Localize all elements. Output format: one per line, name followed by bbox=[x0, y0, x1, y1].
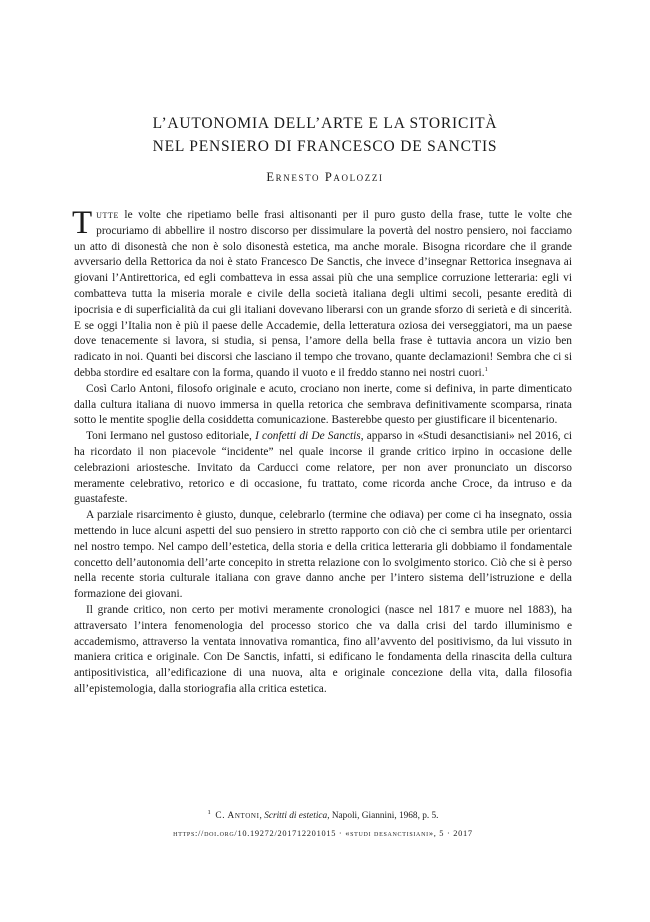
article-title bbox=[60, 112, 590, 158]
footnote-rest: , Napoli, Giannini, 1968, p. 5. bbox=[327, 811, 439, 821]
paragraph-1-text: le volte che ripetiamo belle frasi altisonanti per il puro gusto della frase, tutte le volte che procuriamo di abbellire il nostro discorso per dissimulare la povertà del nostro pensiero, noi facciamo un atto di disonestà che non è solo disonestà estetica, ma anche morale. Bisogna ricordare che il grande avversario della Rettorica da noi è stato Francesco De Sanctis, che invece d’insegnar Rettorica insegnava ai giovani l’Antirettorica, ed egli combatteva in essa assai più che una semplice corruzione letteraria: egli vi combatteva tutta la miseria morale e civile della società italiana degli ultimi secoli, pesante eredità di ipocrisia e di superficialità da cui gli italiani dovevano liberarsi con un grande sforzo di serietà e di sincerità. E se oggi l’Italia non è più il paese delle Accademie, della letteratura oziosa dei verseggiatori, ma un paese dove tenacemente si lavora, si studia, si pensa, l’amore della bella frase è tuttavia ancora un vizio ben radicato in noi. Quanti bei discorsi che lasciano il tempo che trovano, quante declamazioni! Sembra che ci si debba stordire ed esaltare con la forma, quando il vuoto e il freddo stanno nei nostri cuori. bbox=[74, 209, 572, 379]
editorial-title: I confetti di De Sanctis bbox=[255, 430, 361, 443]
footnote: $^1$ C. Antoni, Scritti di estetica, Napoli, Giannini, 1968, p. 5. bbox=[207, 808, 439, 821]
article-body bbox=[72, 205, 572, 698]
drop-cap: T bbox=[72, 205, 93, 241]
paragraph-5: Il grande critico, non certo per motivi meramente cronologici (nasce nel 1817 e muore nel 1883), ha attraversato l’intera fenomenologia del processo storico che va dalla crisi del tardo illuminismo e accademismo, attraverso la ventata innovativa romantica, fino all’avvento del positivismo, da lui vissuto in maniera critica e originale. Con De Sanctis, infatti, si edificano le fondamenta della rinascita della cultura antipositivistica, all’edificazione di una nuova, alta e originale concezione della vita, dalla filosofia all’epistemologia, dalla storiografia alla critica estetica. bbox=[74, 603, 572, 695]
paragraph-4: A parziale risarcimento è giusto, dunque, celebrarlo (termine che odiava) per come ci ha insegnato, ossia mettendo in luce alcuni aspetti del suo pensiero in stretto rapporto con ciò che ci sembra utile per orientarci nel nostro tempo. Nel campo dell’estetica, della storia e della critica letteraria gli dobbiamo il fondamentale concetto dell’autonomia dell’arte concepito in stretta relazione con lo svolgimento storico. Ciò che si è perso nella recente storia culturale italiana con grave danno anche per l’intero sistema dell’istruzione e della formazione dei giovani. bbox=[74, 509, 572, 601]
paragraph-3-after: , apparso in «Studi desanctisiani» nel 2016, ci ha ricordato il non piacevole “incidente” nel quale incorse il grande critico irpino in occasione delle celebrazioni ariostesche. Invitato da Carducci come relatore, per non aver pronunciato un discorso meramente celebrativo, retorico e di occasione, fu trattato, come ricorda anche Croce, da intruso e da guastafeste. bbox=[74, 430, 572, 506]
author-name: Ernesto Paolozzi bbox=[266, 170, 384, 184]
footnote-reference[interactable]: 1 bbox=[484, 366, 488, 374]
page-footer-doi[interactable]: https://doi.org/10.19272/201712201015 · «studi desanctisiani», 5 · 2017 bbox=[173, 829, 473, 838]
paragraph-1 bbox=[72, 205, 572, 382]
paragraph-3-before: Toni Iermano nel gustoso editoriale, bbox=[86, 430, 256, 443]
paragraph-2: Così Carlo Antoni, filosofo originale e acuto, crociano non inerte, come si definiva, in parte dimenticato dalla cultura italiana di nuovo immersa in quella retorica che sembrava definitivamente scomparsa, rinata sotto le mentite spoglie della cosiddetta comunicazione. Basterebbe questo per giustificare il bicentenario. bbox=[74, 382, 572, 427]
footnote-work: Scritti di estetica bbox=[264, 811, 328, 821]
lead-word: utte bbox=[96, 209, 120, 221]
paragraph-3 bbox=[74, 429, 572, 508]
title-line-1: L’AUTONOMIA DELL’ARTE E LA STORICITÀ bbox=[152, 115, 498, 132]
footnote-number: 1 bbox=[207, 808, 211, 816]
title-line-2: NEL PENSIERO DI FRANCESCO DE SANCTIS bbox=[152, 138, 498, 155]
footnote-author: C. Antoni bbox=[215, 811, 260, 821]
